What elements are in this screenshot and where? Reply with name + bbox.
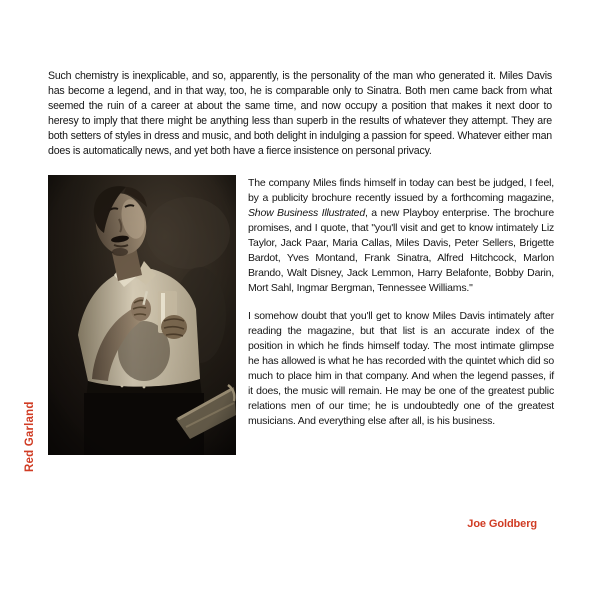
red-garland-photo xyxy=(48,175,236,455)
text-column xyxy=(248,176,554,429)
photo-caption: Red Garland xyxy=(24,401,36,472)
photo-vignette xyxy=(48,175,236,455)
column-paragraph-1 xyxy=(248,176,554,296)
paragraph-text: The company Miles finds himself in today can best be judged, I feel, by a publicity brochure recently issued by a forthcoming magazine, xyxy=(248,177,554,204)
magazine-title-italic: Show Business Illustrated xyxy=(248,207,365,219)
red-garland-photo-illustration xyxy=(48,175,236,455)
column-paragraph-2: I somehow doubt that you'll get to know Miles Davis intimately after reading the magazine, but that list is an accurate index of the position in which he finds himself today. The most intimate glimpse he has allowed is what he has recorded with the quintet which did so much to place him in that company. And when the legend passes, if it does, the music will remain. He may be one of the greatest public relations men of our time; he is undoubtedly one of the greatest musicians. And everything else after all, is his business. xyxy=(248,310,554,427)
intro-paragraph: Such chemistry is inexplicable, and so, apparently, is the personality of the man who generated it. Miles Davis has become a legend, and in that way, too, he is comparable only to Sinatra. Both men came back from what seemed the ruin of a career at about the same time, and now occupy a position that makes it next door to heresy to imply that there might be anything less than superb in the results of whatever they attempt. They are both setters of styles in dress and music, and both delight in indulging a passion for speed. Whatever either man does is automatically news, and yet both have a fierce insistence on personal privacy. xyxy=(48,70,552,157)
byline: Joe Goldberg xyxy=(467,518,537,530)
paragraph-text: , a new Playboy enterprise. The brochure promises, and I quote, that "you'll visit and get to know intimately Liz Taylor, Jack Paar, Maria Callas, Miles Davis, Peter Sellers, Brigette Bardot, Yves Montand, Frank Sinatra, Alfred Hitchcock, Marlon Brando, Walt Disney, Jack Lemmon, Harry Belafonte, Bobby Darin, Mort Sahl, Ingmar Bergman, Tennessee Williams." xyxy=(248,207,554,294)
